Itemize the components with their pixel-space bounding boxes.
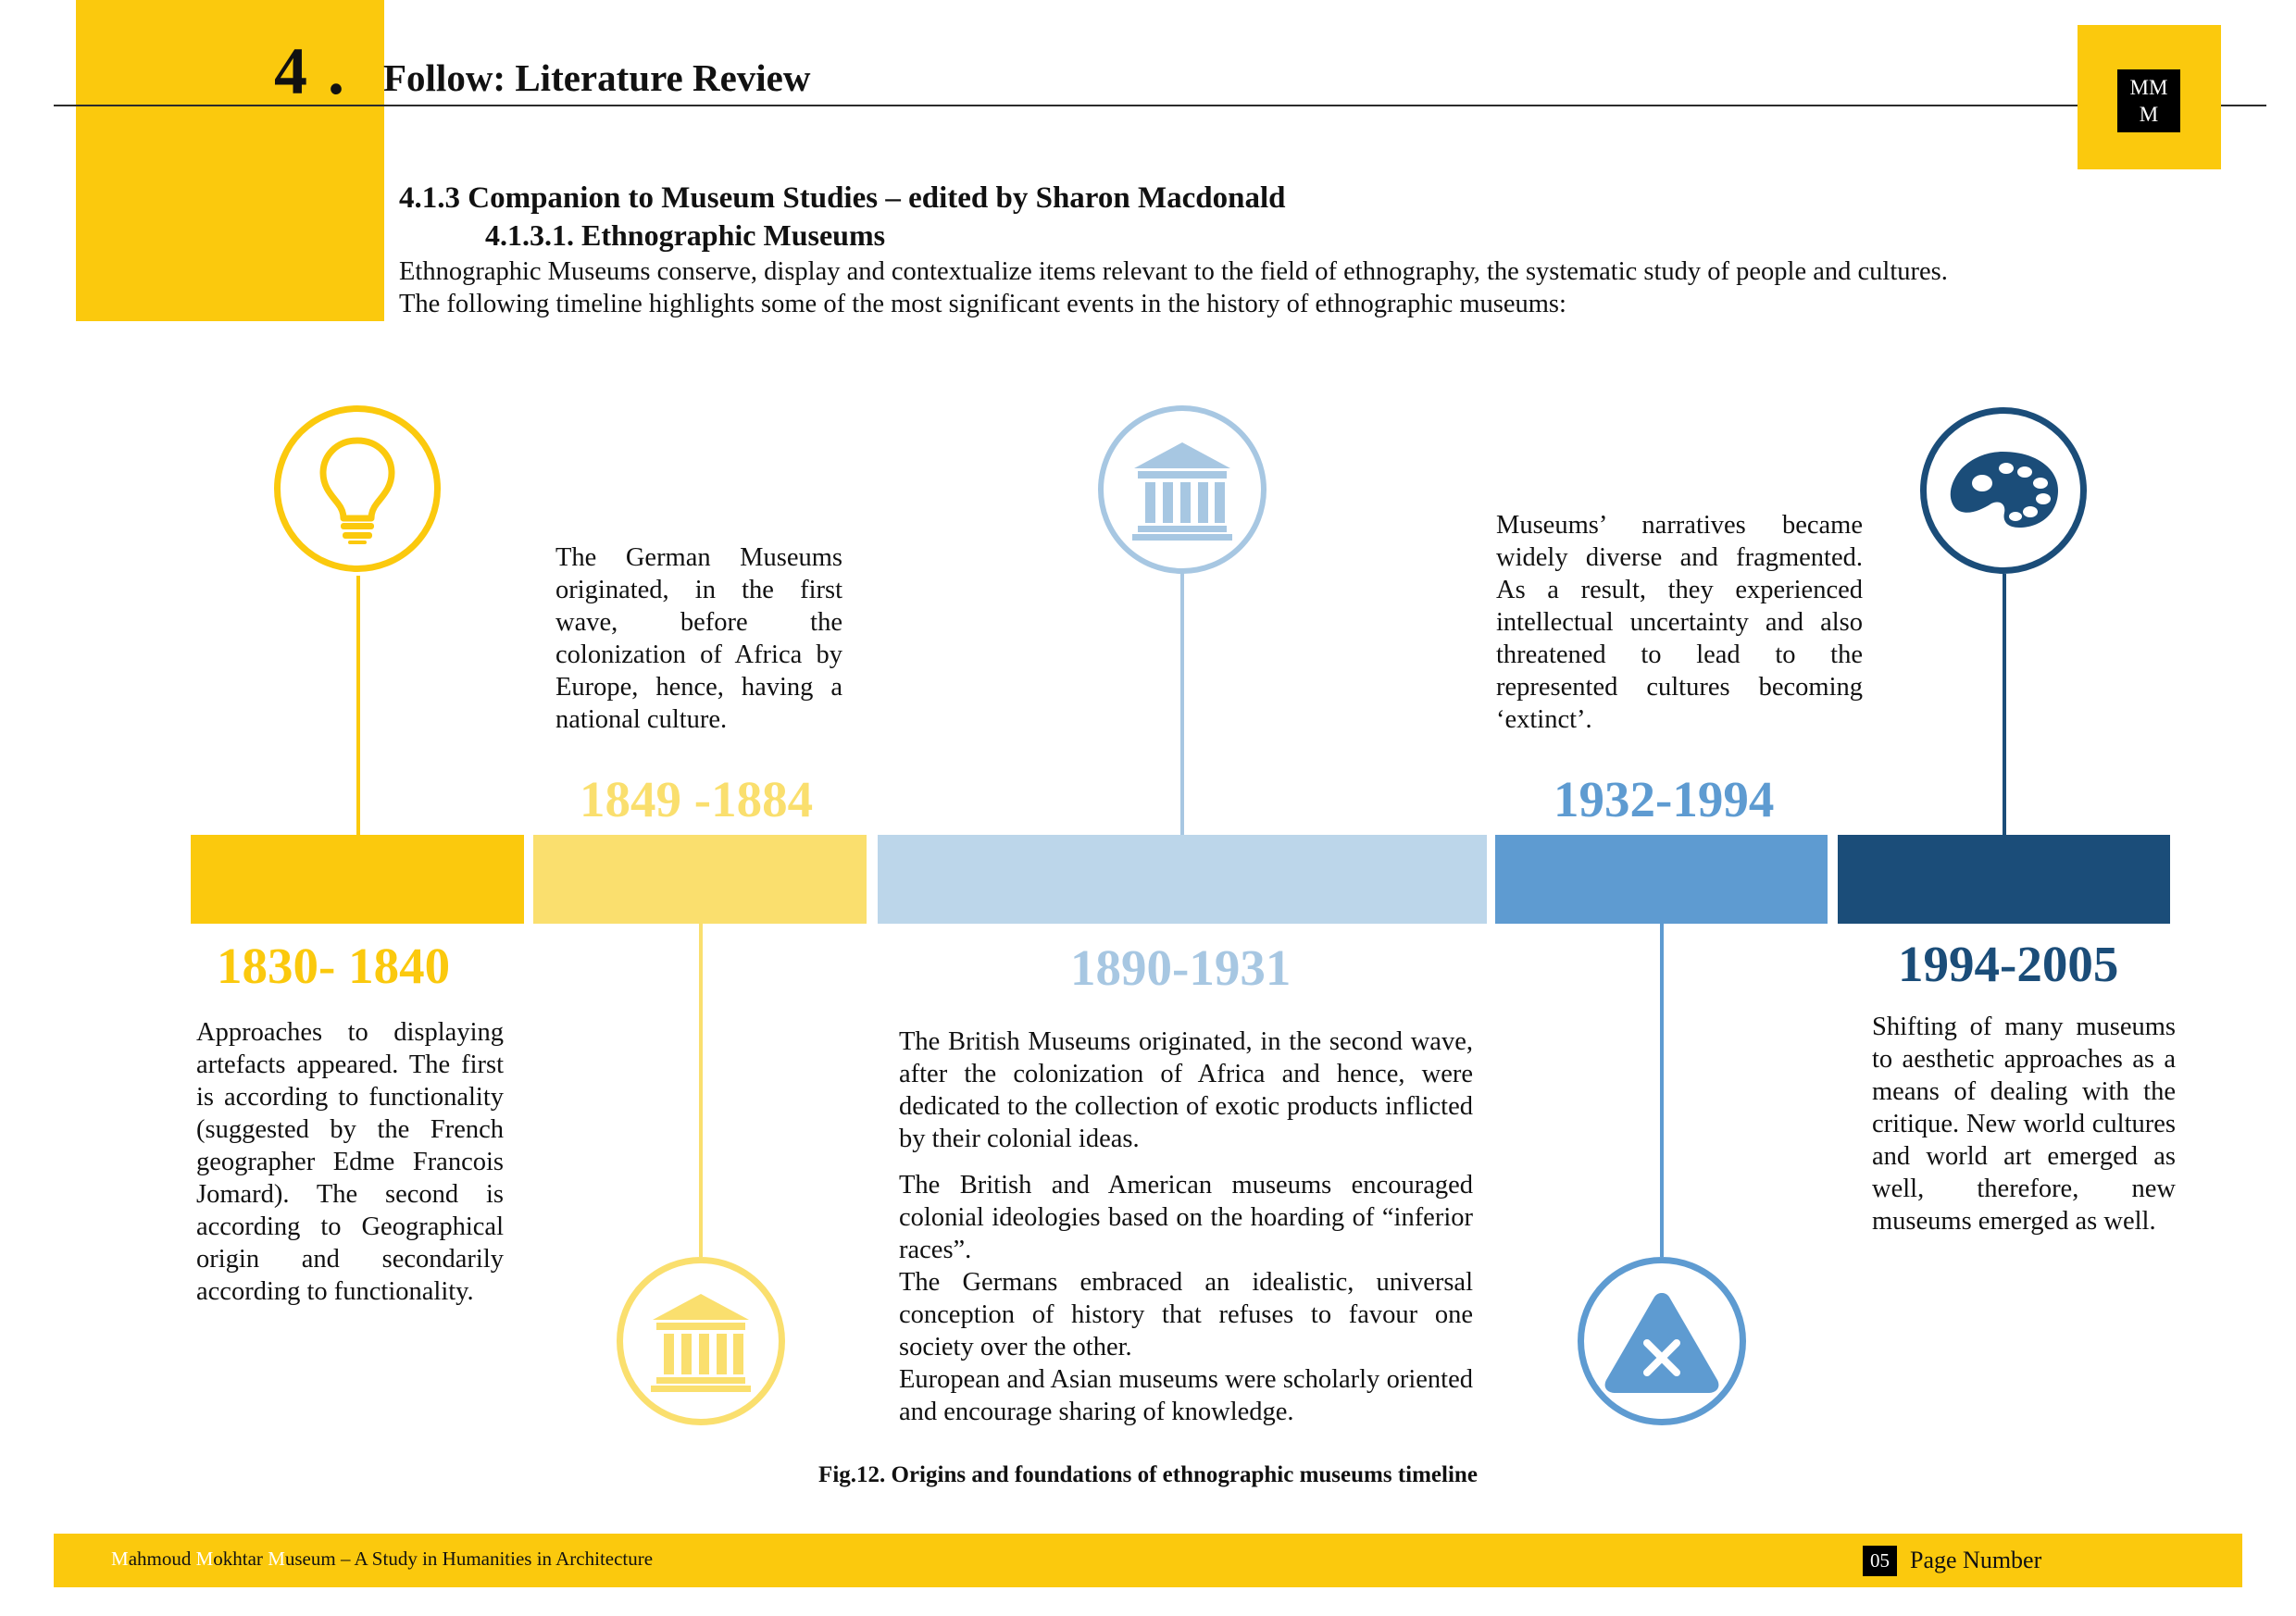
event-text-1994	[1872, 1011, 2176, 1237]
event-text-1890-p4: European and Asian museums were scholarly oriented and encourage sharing of knowledge.	[899, 1365, 1473, 1426]
logo-line2: M	[2139, 103, 2159, 126]
timeline-bar-1849	[533, 835, 867, 924]
event-text-1830-p: Approaches to displaying artefacts appeared. The first is according to functionality (suggested by the French geographer Edme Francois Jomard). The second is according to Geographical origin and secondarily according to functionality.	[196, 1018, 504, 1306]
palette-circle	[1920, 407, 2087, 574]
timeline-bar-1890	[878, 835, 1487, 924]
lightbulb-icon	[316, 433, 399, 544]
figure-caption: Fig.12. Origins and foundations of ethnographic museums timeline	[818, 1462, 1478, 1487]
stem-1890	[1180, 572, 1184, 835]
stem-1994	[2003, 574, 2006, 835]
section-subtitle: 4.1.3.1. Ethnographic Museums	[485, 218, 886, 252]
event-text-1932-p: Museums’ narratives became widely diverse and fragmented. As a result, they experienced intellectual uncertainty and also threatened to lead to the represented cultures becoming ‘extinct’.	[1496, 511, 1863, 734]
period-label-1890: 1890-1931	[1070, 939, 1292, 996]
warning-x-icon	[1601, 1286, 1723, 1397]
event-text-1849	[555, 541, 842, 736]
footer-word-1: ahmoud	[128, 1548, 196, 1570]
period-label-1932: 1932-1994	[1554, 771, 1775, 827]
event-text-1890-p1: The British Museums originated, in the second wave, after the colonization of Africa and hence, were dedicated to the collection of exotic products inflicted by their colonial ideas.	[899, 1027, 1473, 1153]
event-text-1994-p: Shifting of many museums to aesthetic approaches as a means of dealing with the critique. New world cultures and world art emerged as well, therefore, new museums emerged as well.	[1872, 1013, 2176, 1236]
footer-title	[111, 1548, 653, 1571]
museum-circle-1890	[1098, 405, 1267, 574]
museum-building-icon	[1130, 439, 1234, 541]
timeline-bar-1830	[191, 835, 524, 924]
logo-line1: MM	[2129, 76, 2168, 99]
intro-line-1: Ethnographic Museums conserve, display and contextualize items relevant to the field of ethnography, the systematic study of people and cultures.	[399, 257, 1948, 286]
warning-circle	[1578, 1257, 1746, 1425]
page-number: 05	[1863, 1546, 1897, 1576]
section-title: 4.1.3 Companion to Museum Studies – edited by Sharon Macdonald	[399, 181, 1286, 215]
event-text-1932	[1496, 509, 1863, 736]
footer-initial-1: M	[111, 1548, 129, 1570]
museum-building-icon	[649, 1290, 753, 1392]
footer-word-3: useum – A Study in Humanities in Architecture	[284, 1548, 654, 1570]
page-number-label: Page Number	[1910, 1547, 2042, 1573]
timeline-bar-1994	[1838, 835, 2170, 924]
event-text-1890	[899, 1026, 1473, 1428]
intro-text	[399, 255, 1948, 320]
period-label-1830: 1830- 1840	[217, 938, 451, 994]
event-text-1849-p: The German Museums originated, in the first wave, before the colonization of Africa by Europe, hence, having a national culture.	[555, 543, 842, 734]
chapter-number: 4 .	[274, 34, 346, 108]
event-text-1890-p3: The Germans embraced an idealistic, universal conception of history that refuses to favour one society over the other.	[899, 1268, 1473, 1361]
event-text-1830	[196, 1016, 504, 1308]
stem-1830	[356, 576, 360, 835]
stem-1932	[1660, 924, 1664, 1257]
chapter-title: Follow: Literature Review	[383, 56, 811, 99]
paint-palette-icon	[1945, 446, 2062, 535]
logo	[2117, 69, 2180, 132]
period-label-1994: 1994-2005	[1898, 936, 2119, 992]
museum-circle-1849	[617, 1257, 785, 1425]
footer-initial-2: M	[195, 1548, 214, 1570]
intro-line-2: The following timeline highlights some of the most significant events in the history of ethnographic museums:	[399, 290, 1566, 318]
footer-initial-3: M	[268, 1548, 285, 1570]
lightbulb-circle	[274, 405, 441, 572]
timeline-bar-1932	[1495, 835, 1828, 924]
footer-word-2: okhtar	[213, 1548, 268, 1570]
period-label-1849: 1849 -1884	[580, 771, 814, 827]
stem-1849	[699, 924, 703, 1257]
header-rule	[54, 105, 2266, 106]
event-text-1890-p2: The British and American museums encouraged colonial ideologies based on the hoarding of “inferior races”.	[899, 1171, 1473, 1264]
